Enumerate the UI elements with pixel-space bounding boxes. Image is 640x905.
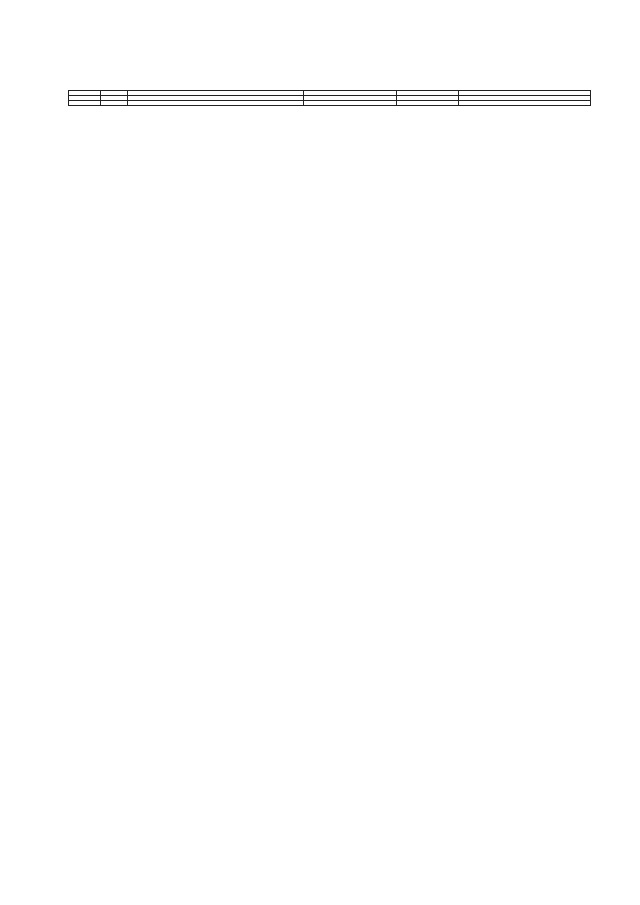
note-cell: [459, 101, 591, 106]
program-table: [68, 90, 591, 106]
measure-name-cell: [128, 101, 304, 106]
period-cell: [304, 101, 397, 106]
row-number-cell: [69, 101, 101, 106]
table-body: [69, 91, 591, 106]
amount-cell: [397, 101, 459, 106]
row-subnumber-cell: [101, 101, 128, 106]
table-row: [69, 101, 591, 106]
